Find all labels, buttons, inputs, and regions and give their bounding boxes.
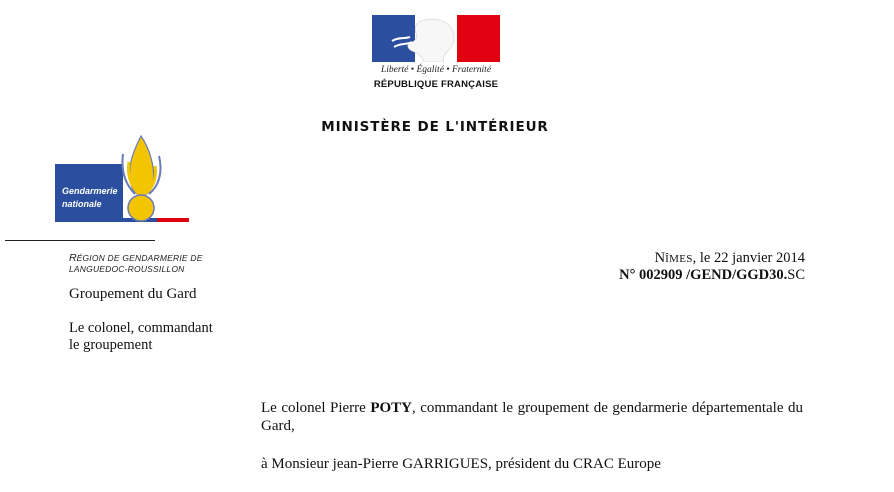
reference-suffix: SC (787, 267, 805, 283)
flag-blue-band (372, 15, 415, 62)
grenade-ball-icon (128, 195, 154, 221)
sender-title-line2: le groupement (69, 337, 153, 353)
gendarmerie-logo-line2: nationale (62, 199, 102, 209)
ministry-title: MINISTÈRE DE L'INTÉRIEUR (321, 119, 549, 135)
republic-motto: Liberté • Égalité • Fraternité (380, 65, 492, 75)
region-line1-rest: ÉGION DE GENDARMERIE DE (76, 253, 203, 263)
gendarmerie-red-stripe (157, 218, 189, 222)
letter-intro (261, 399, 803, 435)
flag-red-band (457, 15, 500, 62)
region-line1 (69, 253, 203, 264)
sender-title (69, 320, 213, 354)
header-divider (5, 240, 155, 241)
letter-addressee: à Monsieur jean-Pierre GARRIGUES, président du CRAC Europe (261, 456, 661, 472)
sender-region (69, 253, 203, 275)
republique-francaise-logo (372, 15, 500, 62)
date-city-initial: N (654, 250, 666, 266)
region-line2: LANGUEDOC-ROUSSILLON (69, 264, 185, 274)
intro-end: , commandant le groupement de gendarmerie départementale du Gard, (261, 400, 803, 434)
sender-unit: Groupement du Gard (69, 286, 197, 302)
gendarmerie-logo-line1: Gendarmerie (62, 186, 118, 196)
gendarmerie-logo (55, 132, 195, 224)
letter-reference (619, 267, 805, 284)
region-line1-initial: R (69, 252, 77, 264)
grenade-flame-icon (123, 136, 161, 196)
reference-number: N° 002909 /GEND/GGD30. (619, 267, 788, 283)
intro-surname: POTY (370, 400, 412, 416)
intro-start: Le colonel Pierre (261, 400, 371, 416)
letter-date (655, 250, 805, 267)
date-text: , le 22 janvier 2014 (692, 250, 805, 266)
sender-title-line1: Le colonel, commandant (69, 320, 213, 336)
republic-name: RÉPUBLIQUE FRANÇAISE (373, 79, 499, 90)
date-city-rest: ÎMES (665, 253, 693, 265)
